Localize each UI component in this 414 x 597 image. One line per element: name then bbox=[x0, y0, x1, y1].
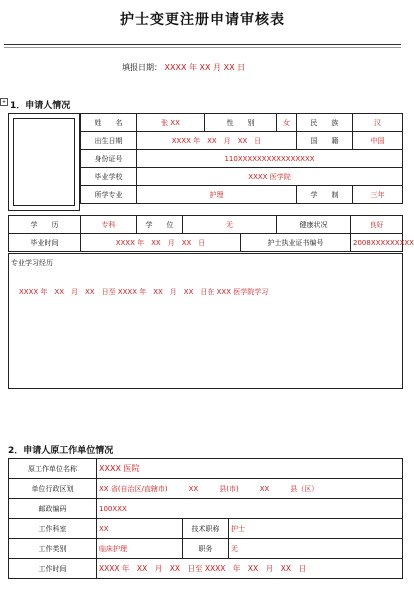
degree-label: 学 位 bbox=[137, 216, 183, 234]
duration-label: 学 制 bbox=[297, 186, 353, 204]
gender-label: 性 别 bbox=[205, 114, 277, 132]
school-label: 毕业学校 bbox=[81, 168, 137, 186]
ethnicity-value[interactable]: 汉 bbox=[353, 114, 403, 132]
title-divider-thin bbox=[4, 47, 401, 48]
major-value[interactable]: 护理 bbox=[137, 186, 297, 204]
work-time-value[interactable]: XXXX 年 XX 月 XX 日至 XXXX 年 XX 月 XX 日 bbox=[97, 559, 403, 579]
fill-date bbox=[122, 62, 245, 73]
duration-value[interactable]: 三年 bbox=[353, 186, 403, 204]
fill-date-label: 填报日期： bbox=[122, 63, 162, 72]
tech-title-label: 技术职称 bbox=[183, 519, 229, 539]
title-divider bbox=[4, 44, 401, 45]
health-label: 健康状况 bbox=[277, 216, 351, 234]
unit-name-value[interactable]: XXXX 医院 bbox=[97, 459, 403, 479]
postcode-label: 邮政编码 bbox=[9, 499, 97, 519]
gender-value[interactable]: 女 bbox=[277, 114, 297, 132]
region-label: 单位行政区划 bbox=[9, 479, 97, 499]
section1-heading: 1．申请人情况 bbox=[10, 101, 71, 111]
work-type-value[interactable]: 临床护理 bbox=[97, 539, 183, 559]
birth-label: 出生日期 bbox=[81, 132, 137, 150]
cert-label: 护士执业证书编号 bbox=[241, 234, 351, 252]
work-type-label: 工作类别 bbox=[9, 539, 97, 559]
name-value[interactable]: 张 XX bbox=[137, 114, 205, 132]
study-history-box[interactable] bbox=[8, 253, 403, 389]
work-time-label: 工作时间 bbox=[9, 559, 97, 579]
study-history-label: 专业学习经历 bbox=[11, 259, 53, 267]
school-value[interactable]: XXXX 医学院 bbox=[137, 168, 403, 186]
education-value[interactable]: 专科 bbox=[81, 216, 137, 234]
duty-label: 职务 bbox=[183, 539, 229, 559]
study-history-value[interactable]: XXXX 年 XX 月 XX 日至 XXXX 年 XX 月 XX 日在 XXX 医学院学习 bbox=[19, 288, 269, 296]
ethnicity-label: 民 族 bbox=[297, 114, 353, 132]
duty-value[interactable]: 无 bbox=[229, 539, 403, 559]
name-label: 姓 名 bbox=[81, 114, 137, 132]
table-move-handle-icon[interactable]: + bbox=[1, 99, 7, 105]
fill-date-value: XXXX 年 XX 月 XX 日 bbox=[164, 63, 246, 72]
nationality-label: 国 籍 bbox=[297, 132, 353, 150]
photo-placeholder bbox=[13, 118, 75, 206]
major-label: 所学专业 bbox=[81, 186, 137, 204]
id-label: 身份证号 bbox=[81, 150, 137, 168]
postcode-value[interactable]: 100XXX bbox=[97, 499, 403, 519]
education-label: 学 历 bbox=[9, 216, 81, 234]
applicant-info-table bbox=[80, 113, 403, 204]
cert-value[interactable]: 2008XXXXXXXXX bbox=[351, 234, 403, 252]
birth-value[interactable]: XXXX 年 XX 月 XX 日 bbox=[137, 132, 297, 150]
dept-value[interactable]: XX bbox=[97, 519, 183, 539]
health-value[interactable]: 良好 bbox=[351, 216, 403, 234]
grad-time-value[interactable]: XXXX 年 XX 月 XX 日 bbox=[81, 234, 241, 252]
applicant-info-table-lower bbox=[8, 215, 414, 252]
grad-time-label: 毕业时间 bbox=[9, 234, 81, 252]
id-value[interactable]: 110XXXXXXXXXXXXXXXX bbox=[137, 150, 403, 168]
degree-value[interactable]: 无 bbox=[183, 216, 277, 234]
dept-label: 工作科室 bbox=[9, 519, 97, 539]
nationality-value[interactable]: 中国 bbox=[353, 132, 403, 150]
region-value[interactable]: XX 省(自治区/直辖市) XX 县(市) XX 县（区） bbox=[97, 479, 403, 499]
section2-heading: 2．申请人原工作单位情况 bbox=[8, 446, 114, 456]
document-title: 护士变更注册申请审核表 bbox=[120, 12, 285, 28]
tech-title-value[interactable]: 护士 bbox=[229, 519, 403, 539]
unit-name-label: 原工作单位名称 bbox=[9, 459, 97, 479]
former-workplace-table bbox=[8, 458, 403, 579]
